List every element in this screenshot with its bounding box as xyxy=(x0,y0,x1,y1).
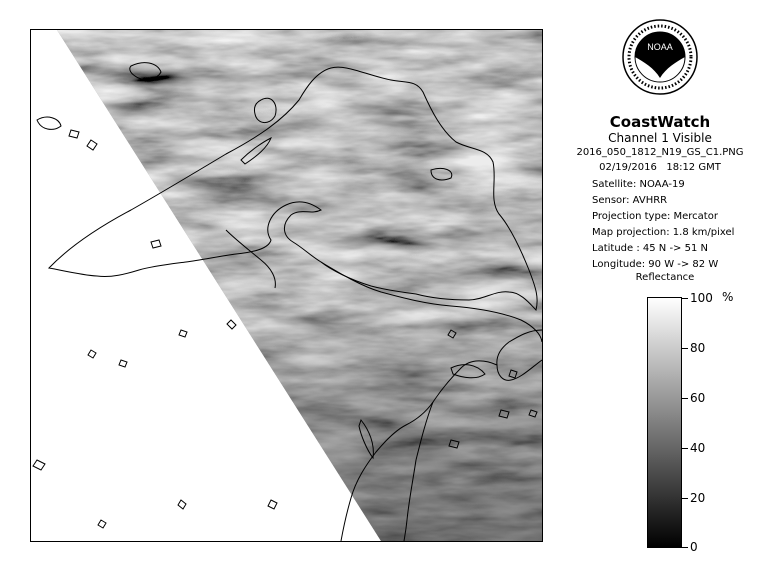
satellite-swath xyxy=(31,30,542,541)
colorbar-tick xyxy=(682,547,688,548)
projection-type-label: Projection type: Mercator xyxy=(592,211,718,222)
colorbar-tick-label: 40 xyxy=(690,441,706,455)
file-name: 2016_050_1812_N19_GS_C1.PNG xyxy=(576,147,744,158)
colorbar-tick xyxy=(682,498,688,499)
app-title: CoastWatch xyxy=(609,113,711,131)
satellite-label: Satellite: NOAA-19 xyxy=(592,179,685,190)
satellite-image xyxy=(31,30,542,541)
channel-title: Channel 1 Visible xyxy=(608,131,712,145)
latitude-label: Latitude : 45 N -> 51 N xyxy=(592,243,708,254)
colorbar-units: % xyxy=(722,290,734,304)
noaa-logo-text: NOAA xyxy=(647,42,673,52)
noaa-seal-icon xyxy=(621,18,699,96)
colorbar-tick xyxy=(682,448,688,449)
map-projection-label: Map projection: 1.8 km/pixel xyxy=(592,227,735,238)
colorbar-tick-label: 20 xyxy=(690,491,706,505)
colorbar-tick xyxy=(682,298,688,299)
sensor-label: Sensor: AVHRR xyxy=(592,195,668,206)
colorbar-tick-label: 100 xyxy=(690,291,713,305)
satellite-map-panel xyxy=(30,29,543,542)
colorbar-tick-label: 60 xyxy=(690,391,706,405)
reflectance-colorbar xyxy=(647,297,682,548)
colorbar-title: Reflectance xyxy=(635,272,695,283)
colorbar-tick-label: 80 xyxy=(690,341,706,355)
colorbar-tick-label: 0 xyxy=(690,540,698,554)
colorbar-tick xyxy=(682,348,688,349)
lake-outline-west xyxy=(37,117,61,129)
colorbar-tick xyxy=(682,398,688,399)
longitude-label: Longitude: 90 W -> 82 W xyxy=(592,259,719,270)
date-time: 02/19/2016 18:12 GMT xyxy=(599,162,721,173)
